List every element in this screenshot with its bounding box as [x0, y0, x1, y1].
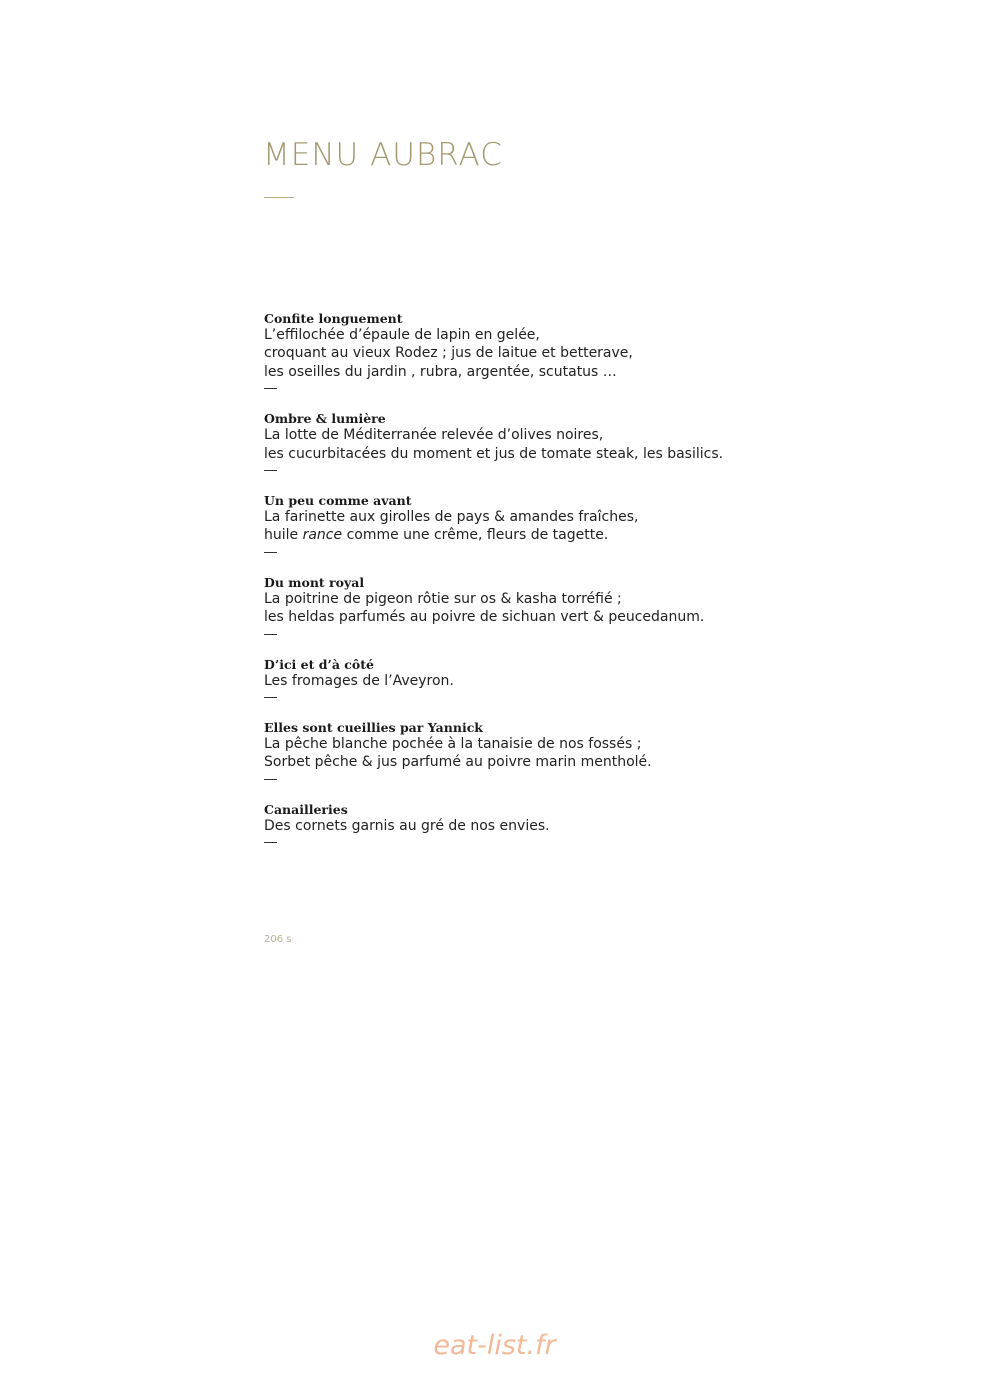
course-title: Confite longuement [264, 311, 403, 326]
course-item [264, 657, 824, 698]
course-divider [264, 388, 277, 389]
course-description-line: Les fromages de l’Aveyron. [264, 672, 454, 689]
course-divider [264, 842, 277, 843]
course-divider [264, 697, 277, 698]
menu-title: MENU AUBRAC [263, 137, 503, 173]
course-description-line: La farinette aux girolles de pays & amandes fraîches, [264, 509, 639, 526]
course-divider [264, 634, 277, 635]
course-item [264, 575, 824, 635]
course-description-line: les cucurbitacées du moment et jus de tomate steak, les basilics. [264, 445, 724, 462]
course-item [264, 311, 824, 389]
title-divider [264, 197, 294, 198]
course-title: Un peu comme avant [264, 493, 412, 509]
course-description-line: Sorbet pêche & jus parfumé au poivre marin mentholé. [264, 754, 652, 771]
course-title: D’ici et d’à côté [264, 656, 374, 672]
course-line-italic: rance [302, 527, 343, 544]
course-line-text: comme une crême, fleurs de tagette. [342, 527, 609, 544]
course-title: Canailleries [264, 801, 348, 817]
course-description-line [264, 526, 824, 544]
course-line-text: huile [264, 527, 303, 544]
course-item [264, 493, 824, 553]
course-divider [264, 552, 277, 553]
course-item [264, 720, 824, 780]
course-description-line: La lotte de Méditerranée relevée d’olives noires, [264, 427, 604, 444]
course-divider [264, 470, 277, 471]
course-title: Du mont royal [264, 574, 365, 590]
course-description-line: La pêche blanche pochée à la tanaisie de nos fossés ; [264, 736, 642, 753]
course-item [264, 411, 824, 471]
menu-price: 206 s [264, 934, 292, 945]
course-description-line: les heldas parfumés au poivre de sichuan vert & peucedanum. [264, 609, 705, 626]
watermark: eat-list.fr [433, 1330, 556, 1361]
course-description-line: les oseilles du jardin , rubra, argentée, scutatus … [264, 363, 617, 380]
course-description-line: croquant au vieux Rodez ; jus de laitue et betterave, [264, 345, 633, 362]
course-title: Elles sont cueillies par Yannick [264, 720, 483, 736]
course-description-line: Des cornets garnis au gré de nos envies. [264, 817, 550, 834]
course-list [264, 311, 824, 865]
course-description-line: L’effilochée d’épaule de lapin en gelée, [264, 327, 540, 343]
course-title: Ombre & lumière [264, 411, 386, 427]
course-item [264, 802, 824, 843]
course-description-line: La poitrine de pigeon rôtie sur os & kasha torréfié ; [264, 590, 622, 607]
course-divider [264, 779, 277, 780]
